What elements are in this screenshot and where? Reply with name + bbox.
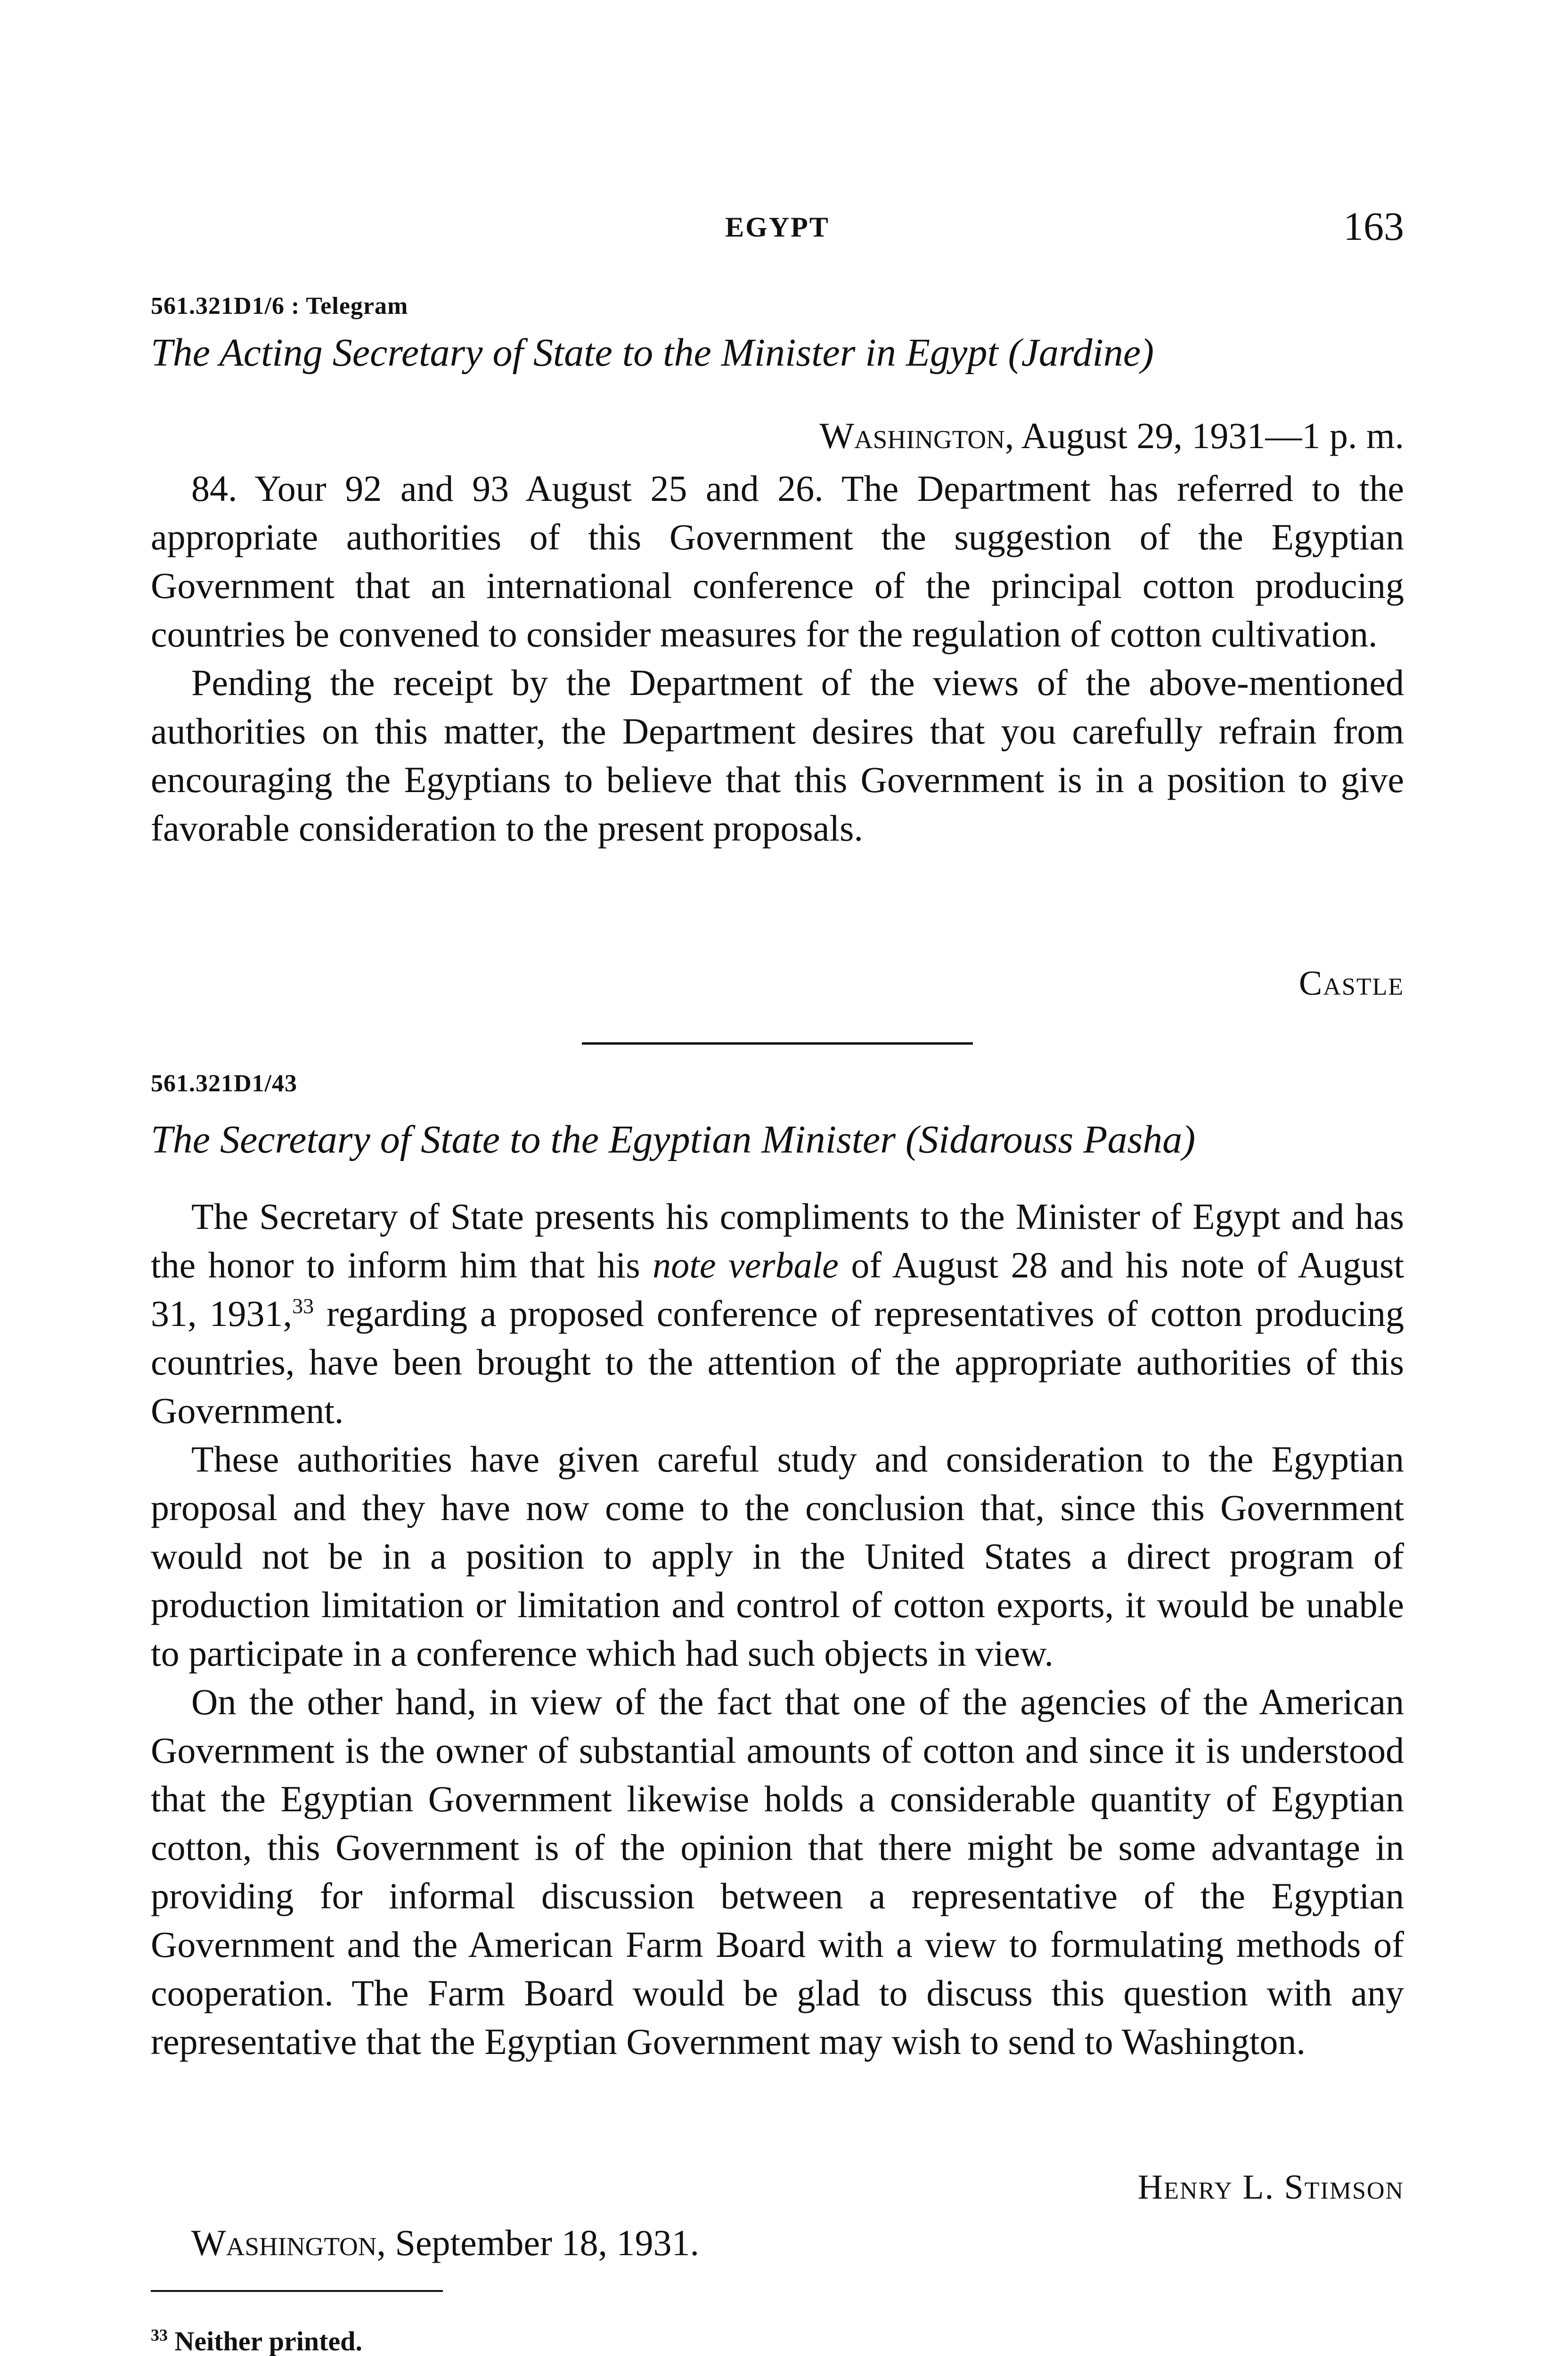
- doc2-closing-date: , September 18, 1931.: [376, 2222, 700, 2263]
- doc1-body: [151, 464, 1404, 852]
- doc2-p1-text-a: The Secretary of State presents his compliments to the Minister of Egypt and has the honor to inform him that his: [151, 1196, 1404, 1285]
- page-header: [151, 203, 1404, 254]
- doc2-paragraph-2: These authorities have given careful study and consideration to the Egyptian proposal and they have now come to the conclusion that, since this Government would not be in a position to apply in the United States a direct program of production limitation or limitation and control of cotton exports, it would be unable to participate in a conference which had such objects in view.: [151, 1439, 1404, 1674]
- section-separator: [582, 1042, 973, 1045]
- page-number: 163: [1343, 204, 1404, 249]
- doc1-file-reference: 561.321D1/6 : Telegram: [151, 293, 408, 319]
- doc1-dateline-date: , August 29, 1931—1 p. m.: [1004, 415, 1404, 456]
- doc1-dateline-place: Washington: [819, 415, 1005, 456]
- document-page: [151, 0, 1404, 2356]
- doc2-file-reference: 561.321D1/43: [151, 1070, 297, 1097]
- footnote-reference: 33: [292, 1294, 314, 1318]
- footnote-rule: [151, 2290, 443, 2292]
- footnote: [151, 2325, 362, 2356]
- doc2-p1-italic: note verbale: [653, 1244, 839, 1285]
- footnote-text: Neither printed.: [168, 2326, 362, 2356]
- doc2-signature: Henry L. Stimson: [1137, 2168, 1404, 2207]
- doc2-paragraph-1: [151, 1192, 1404, 1435]
- doc2-p1-text-b: of August 28 and his note of August 31, 1931,: [151, 1244, 1404, 1334]
- doc1-paragraph-2: Pending the receipt by the Department of the views of the above-mentioned authorities on this matter, the Department desires that you carefully refrain from encouraging the Egyptians to believe that this Government is in a position to give favorable consideration to the present proposals.: [151, 662, 1404, 849]
- doc2-p1-text-c: regarding a proposed conference of representatives of cotton producing countries, have been brought to the attention of the appropriate authorities of this Government.: [151, 1293, 1404, 1431]
- doc1-dateline: [819, 415, 1404, 457]
- doc1-signature: Castle: [1298, 964, 1404, 1003]
- doc1-paragraph-1: 84. Your 92 and 93 August 25 and 26. The Department has referred to the appropriate authorities of this Government the suggestion of the Egyptian Government that an international conference of the principal cotton producing countries be convened to consider measures for the regulation of cotton cultivation.: [151, 468, 1404, 654]
- doc2-heading: The Secretary of State to the Egyptian Minister (Sidarouss Pasha): [151, 1118, 1196, 1162]
- doc2-closing-dateline: [191, 2222, 699, 2264]
- running-title: EGYPT: [725, 212, 830, 243]
- doc2-body: [151, 1192, 1404, 2066]
- doc2-closing-place: Washington: [191, 2222, 377, 2263]
- doc1-heading: The Acting Secretary of State to the Minister in Egypt (Jardine): [151, 331, 1154, 375]
- footnote-marker: 33: [151, 2325, 168, 2345]
- doc2-paragraph-3: On the other hand, in view of the fact that one of the agencies of the American Government is the owner of substantial amounts of cotton and since it is understood that the Egyptian Government likewise holds a considerable quantity of Egyptian cotton, this Government is of the opinion that there might be some advantage in providing for informal discussion between a representative of the Egyptian Government and the American Farm Board with a view to formulating methods of cooperation. The Farm Board would be glad to discuss this question with any representative that the Egyptian Government may wish to send to Washington.: [151, 1681, 1404, 2062]
